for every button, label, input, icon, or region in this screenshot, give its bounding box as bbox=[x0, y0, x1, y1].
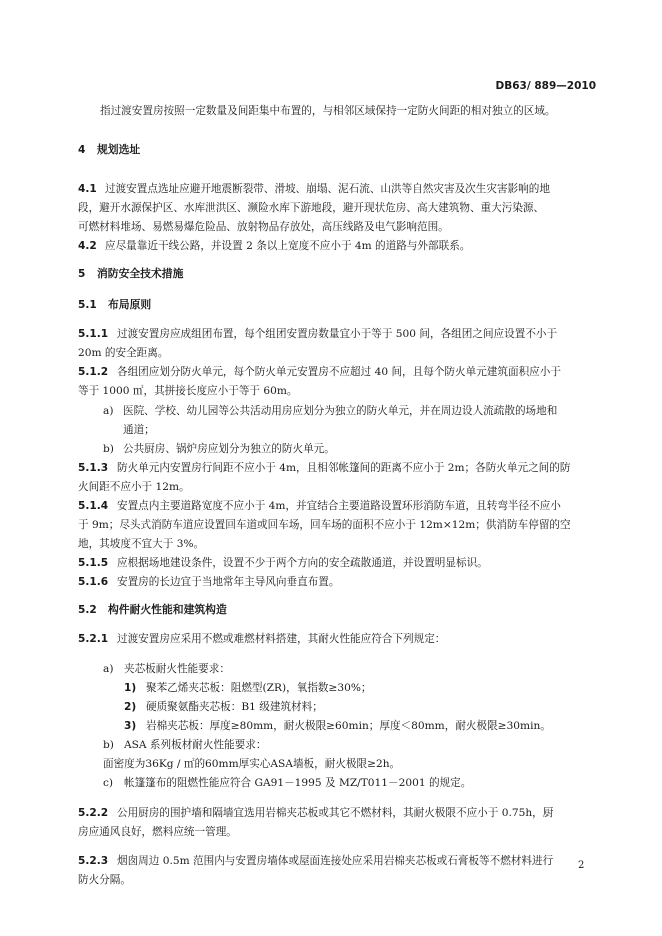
clause-text: 夹芯板耐火性能要求： bbox=[124, 663, 230, 675]
clause-number: a) bbox=[103, 663, 114, 675]
clause-text: 安置点内主要道路宽度不应小于 4m，并宜结合主要道路设置环形消防车道，且转弯半径不应小 bbox=[117, 500, 561, 512]
clause-text: 应根据场地建设条件，设置不少于两个方向的安全疏散通道，并设置明显标识。 bbox=[117, 557, 488, 569]
clause-text: 可燃材料堆场、易燃易爆危险品、放射物品存放处，高压线路及电气影响范围。 bbox=[78, 221, 449, 233]
clause-number: 5.2.3 bbox=[78, 855, 109, 867]
clause-text: 硬质聚氨酯夹芯板：B1 级建筑材料； bbox=[146, 701, 323, 713]
clause-text: 地，其坡度不宜大于 3%。 bbox=[78, 538, 205, 550]
section-heading: 布局原则 bbox=[108, 298, 152, 311]
clause-text: 公用厨房的围护墙和隔墙宜选用岩棉夹芯板或其它不燃材料，其耐火极限不应小于 0.75h，厨 bbox=[117, 807, 554, 819]
clause-number: 5.1.1 bbox=[78, 328, 109, 340]
clause-text: 安置房的长边宜于当地常年主导风向垂直布置。 bbox=[117, 576, 340, 588]
clause-number: 1) bbox=[124, 682, 137, 694]
clause-text: 20m 的安全距离。 bbox=[78, 347, 169, 359]
clause-number: 5.2 bbox=[78, 604, 97, 616]
section-heading: 规划选址 bbox=[97, 143, 141, 156]
clause-number: 5.1.6 bbox=[78, 576, 109, 588]
clause-number: 5.1 bbox=[78, 299, 97, 311]
clause-text: 聚苯乙烯夹芯板：阻燃型(ZR)，氧指数≥30%； bbox=[146, 682, 372, 694]
clause-text: 通道； bbox=[123, 424, 155, 436]
clause-text: 等于 1000 ㎡，其拼接长度应小于等于 60m。 bbox=[78, 385, 298, 397]
standard-number: DB63/ 889—2010 bbox=[495, 80, 596, 92]
clause-text: 过渡安置房应采用不燃或难燃材料搭建，其耐火性能应符合下列规定： bbox=[117, 633, 446, 645]
clause-text: 医院、学校、幼儿园等公共活动用房应划分为独立的防火单元，并在周边设人流疏散的场地和 bbox=[123, 405, 558, 417]
clause-text: 过渡安置点选址应避开地震断裂带、滑坡、崩塌、泥石流、山洪等自然灾害及次生灾害影响的地 bbox=[105, 183, 550, 195]
clause-text: 帐篷篷布的阻燃性能应符合 GA91－1995 及 MZ/T011－2001 的规定。 bbox=[124, 777, 472, 789]
clause-number: 5.1.2 bbox=[78, 366, 109, 378]
clause-number: 5.1.4 bbox=[78, 500, 109, 512]
clause-text: 公共厨房、锅炉房应划分为独立的防火单元。 bbox=[123, 443, 335, 455]
clause-number: 5.2.2 bbox=[78, 807, 109, 819]
clause-text: 应尽量靠近干线公路，并设置 2 条以上宽度不应小于 4m 的道路与外部联系。 bbox=[105, 240, 471, 252]
section-heading: 消防安全技术措施 bbox=[97, 267, 184, 280]
clause-text: 过渡安置房应成组团布置，每个组团安置房数量宜小于等于 500 间，各组团之间应设置不小于 bbox=[117, 328, 558, 340]
clause-number: a) bbox=[103, 405, 114, 417]
clause-number: c) bbox=[103, 777, 114, 789]
page-number: 2 bbox=[578, 860, 585, 871]
clause-number: 2) bbox=[124, 701, 137, 713]
clause-number: 4 bbox=[78, 144, 86, 156]
clause-text: 指过渡安置房按照一定数量及间距集中布置的，与相邻区域保持一定防火间距的相对独立的区域。 bbox=[100, 105, 556, 117]
clause-text: ASA 系列板材耐火性能要求： bbox=[124, 739, 267, 751]
clause-text: 岩棉夹芯板：厚度≥80mm，耐火极限≥60min；厚度＜80mm，耐火极限≥30min。 bbox=[146, 720, 551, 732]
clause-number: 4.2 bbox=[78, 240, 97, 252]
clause-text: 防火分隔。 bbox=[78, 874, 131, 886]
section-heading: 构件耐火性能和建筑构造 bbox=[108, 603, 227, 616]
clause-text: 烟囱周边 0.5m 范围内与安置房墙体或屋面连接处应采用岩棉夹芯板或石膏板等不燃材料进行 bbox=[117, 855, 554, 867]
clause-text: 火间距不应小于 12m。 bbox=[78, 481, 190, 493]
clause-number: 5 bbox=[78, 268, 86, 280]
clause-number: 5.1.5 bbox=[78, 557, 109, 569]
clause-text: 防火单元内安置房行间距不应小于 4m，且相邻帐篷间的距离不应小于 2m；各防火单元之间的防 bbox=[117, 462, 571, 474]
clause-text: 于 9m；尽头式消防车道应设置回车道或回车场，回车场的面积不应小于 12m×12m；供消防车停留的空 bbox=[78, 519, 571, 531]
clause-number: 5.2.1 bbox=[78, 633, 109, 645]
clause-text: 段，避开水源保护区、水库泄洪区、濒险水库下游地段，避开现状危房、高大建筑物、重大污染源、 bbox=[78, 202, 545, 214]
clause-number: 3) bbox=[124, 720, 137, 732]
clause-text: 面密度为36Kg / ㎡的60mm厚实心ASA墙板，耐火极限≥2h。 bbox=[103, 758, 401, 770]
clause-number: 5.1.3 bbox=[78, 462, 109, 474]
clause-number: 4.1 bbox=[78, 183, 97, 195]
clause-number: b) bbox=[103, 739, 114, 751]
clause-text: 房应通风良好，燃料应统一管理。 bbox=[78, 826, 237, 838]
clause-number: b) bbox=[103, 443, 114, 455]
clause-text: 各组团应划分防火单元，每个防火单元安置房不应超过 40 间，且每个防火单元建筑面积应小于 bbox=[117, 366, 561, 378]
